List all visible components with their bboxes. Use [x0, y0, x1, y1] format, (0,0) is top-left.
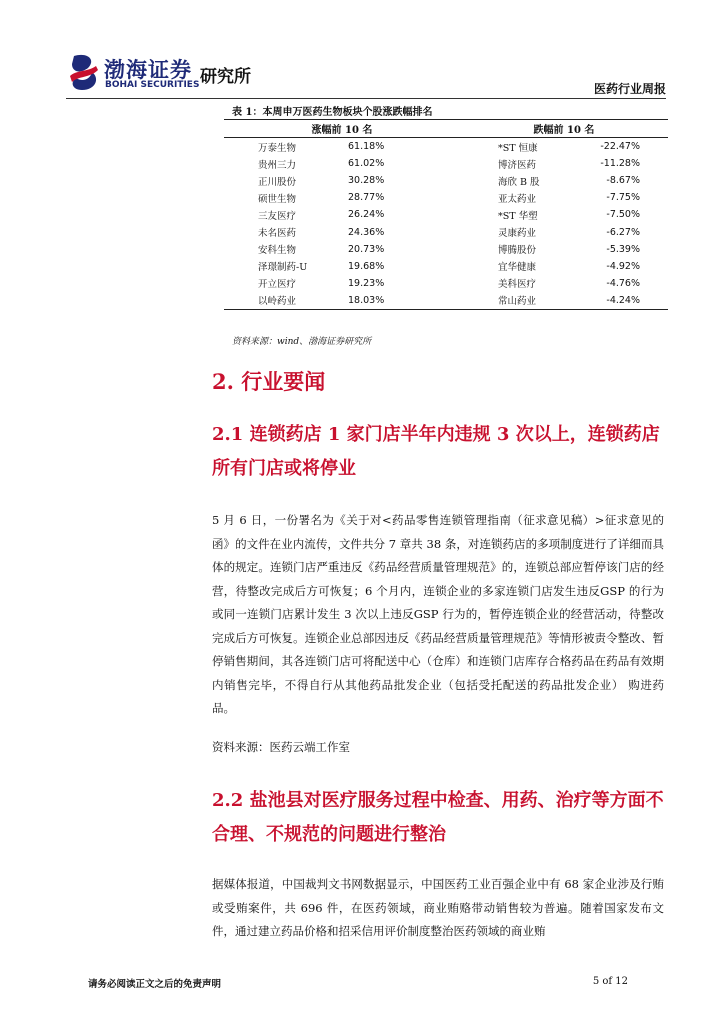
gainer-name: 贵州三力	[258, 159, 297, 171]
ranking-table-body	[224, 138, 668, 310]
gainer-name: 泽璟制药-U	[258, 262, 308, 274]
gainer-change: 30.28%	[348, 175, 385, 187]
report-type: 医药行业周报	[593, 82, 666, 96]
section-title: 2. 行业要闻	[212, 369, 326, 394]
loser-name: 宜华健康	[498, 262, 537, 274]
loser-change: -5.39%	[606, 243, 640, 255]
loser-change: -7.75%	[606, 192, 640, 204]
page-header	[0, 0, 724, 100]
loser-name: 美科医疗	[498, 279, 537, 291]
gainer-name: 安科生物	[258, 245, 297, 257]
table-row	[224, 223, 668, 240]
loser-name: 亚太药业	[498, 193, 537, 205]
bohai-logo-icon	[66, 52, 102, 92]
gainers-header: 涨幅前 10 名	[224, 120, 460, 138]
gainer-change: 24.36%	[348, 226, 385, 238]
loser-name: 博济医药	[498, 159, 537, 171]
ranking-table	[224, 119, 668, 310]
table-row	[224, 138, 668, 156]
gainer-name: 正川股份	[258, 176, 297, 188]
table-source: 资料来源：wind、渤海证券研究所	[232, 337, 372, 347]
gainer-change: 18.03%	[344, 292, 460, 310]
gainer-name: 以岭药业	[224, 292, 344, 310]
news-1-title: 2.1 连锁药店 1 家门店半年内违规 3 次以上，连锁药店所有门店或将停业	[212, 424, 660, 479]
logo-text-en: BOHAI SECURITIES	[105, 80, 200, 90]
logo-text-cn: 渤海证券	[104, 57, 192, 82]
loser-name: *ST 恒康	[498, 142, 538, 154]
table-row	[224, 275, 668, 292]
logo-subtitle: 研究所	[200, 67, 251, 87]
gainer-change: 19.68%	[348, 260, 385, 272]
table-row	[224, 206, 668, 223]
news-2-body: 据媒体报道，中国裁判文书网数据显示，中国医药工业百强企业中有 68 家企业涉及行贿或受贿案件，共 696 件，在医药领域，商业贿赂带动销售较为普遍。随着国家发布文件，通过建立药品价格和招采信用评价制度整治医药领域的商业贿	[212, 877, 664, 938]
loser-name: 海欣 B 股	[498, 176, 540, 188]
gainer-change: 26.24%	[348, 209, 385, 221]
table-row	[224, 258, 668, 275]
page-number: 5 of 12	[592, 976, 628, 987]
loser-change: -6.27%	[606, 226, 640, 238]
loser-change: -4.92%	[606, 260, 640, 272]
gainer-name: 硕世生物	[258, 193, 297, 205]
loser-name: 灵康药业	[498, 228, 537, 240]
table-row	[224, 155, 668, 172]
gainer-name: 三友医疗	[258, 210, 297, 222]
loser-change: -8.67%	[606, 175, 640, 187]
news-1-source: 资料来源：医药云端工作室	[212, 740, 350, 754]
header-divider	[66, 98, 666, 99]
loser-name: 博腾股份	[498, 245, 537, 257]
table-row	[224, 241, 668, 258]
table-caption: 表 1：本周申万医药生物板块个股涨跌幅排名	[232, 107, 433, 118]
loser-name: *ST 华塑	[498, 210, 538, 222]
gainer-name: 万泰生物	[258, 142, 297, 154]
loser-change: -22.47%	[600, 141, 640, 153]
footer-disclaimer: 请务必阅读正文之后的免责声明	[88, 979, 222, 990]
gainer-change: 28.77%	[348, 192, 385, 204]
table-row	[224, 292, 668, 310]
table-row	[224, 189, 668, 206]
gainer-change: 61.18%	[348, 141, 385, 153]
loser-change: -7.50%	[606, 209, 640, 221]
news-2-title: 2.2 盐池县对医疗服务过程中检查、用药、治疗等方面不合理、不规范的问题进行整治	[212, 790, 664, 845]
gainer-change: 20.73%	[348, 243, 385, 255]
gainer-name: 未名医药	[258, 228, 297, 240]
table-row	[224, 172, 668, 189]
loser-change: -11.28%	[600, 158, 640, 170]
gainer-change: 61.02%	[348, 158, 385, 170]
news-1-body: 5 月 6 日，一份署名为《关于对<药品零售连锁管理指南（征求意见稿）>征求意见的函》的文件在业内流传，文件共分 7 章共 38 条，对连锁药店的多项制度进行了详细而具体的规定。连锁门店严重违反《药品经营质量管理规范》的，连锁总部应暂停该门店的经营，待整改完成后方可恢复；6 个月内，连锁企业的多家连锁门店发生违反GSP 的行为或同一连锁门店累计发生 3 次以上违反GSP 行为的，暂停连锁企业的经营活动，待整改完成后方可恢复。连锁企业总部因违反《药品经营质量管理规范》等情形被责令整改、暂停销售期间，其各连锁门店可将配送中心（仓库）和连锁门店库存合格药品在药品有效期内销售完毕，不得自行从其他药品批发企业（包括受托配送的药品批发企业） 购进药品。	[212, 513, 664, 715]
gainer-change: 19.23%	[348, 277, 385, 289]
gainer-name: 开立医疗	[258, 279, 297, 291]
table-header-row	[224, 120, 668, 138]
loser-change: -4.24%	[594, 292, 668, 310]
loser-change: -4.76%	[606, 277, 640, 289]
loser-name: 常山药业	[460, 292, 594, 310]
losers-header: 跌幅前 10 名	[460, 120, 668, 138]
bohai-logo	[66, 52, 216, 96]
